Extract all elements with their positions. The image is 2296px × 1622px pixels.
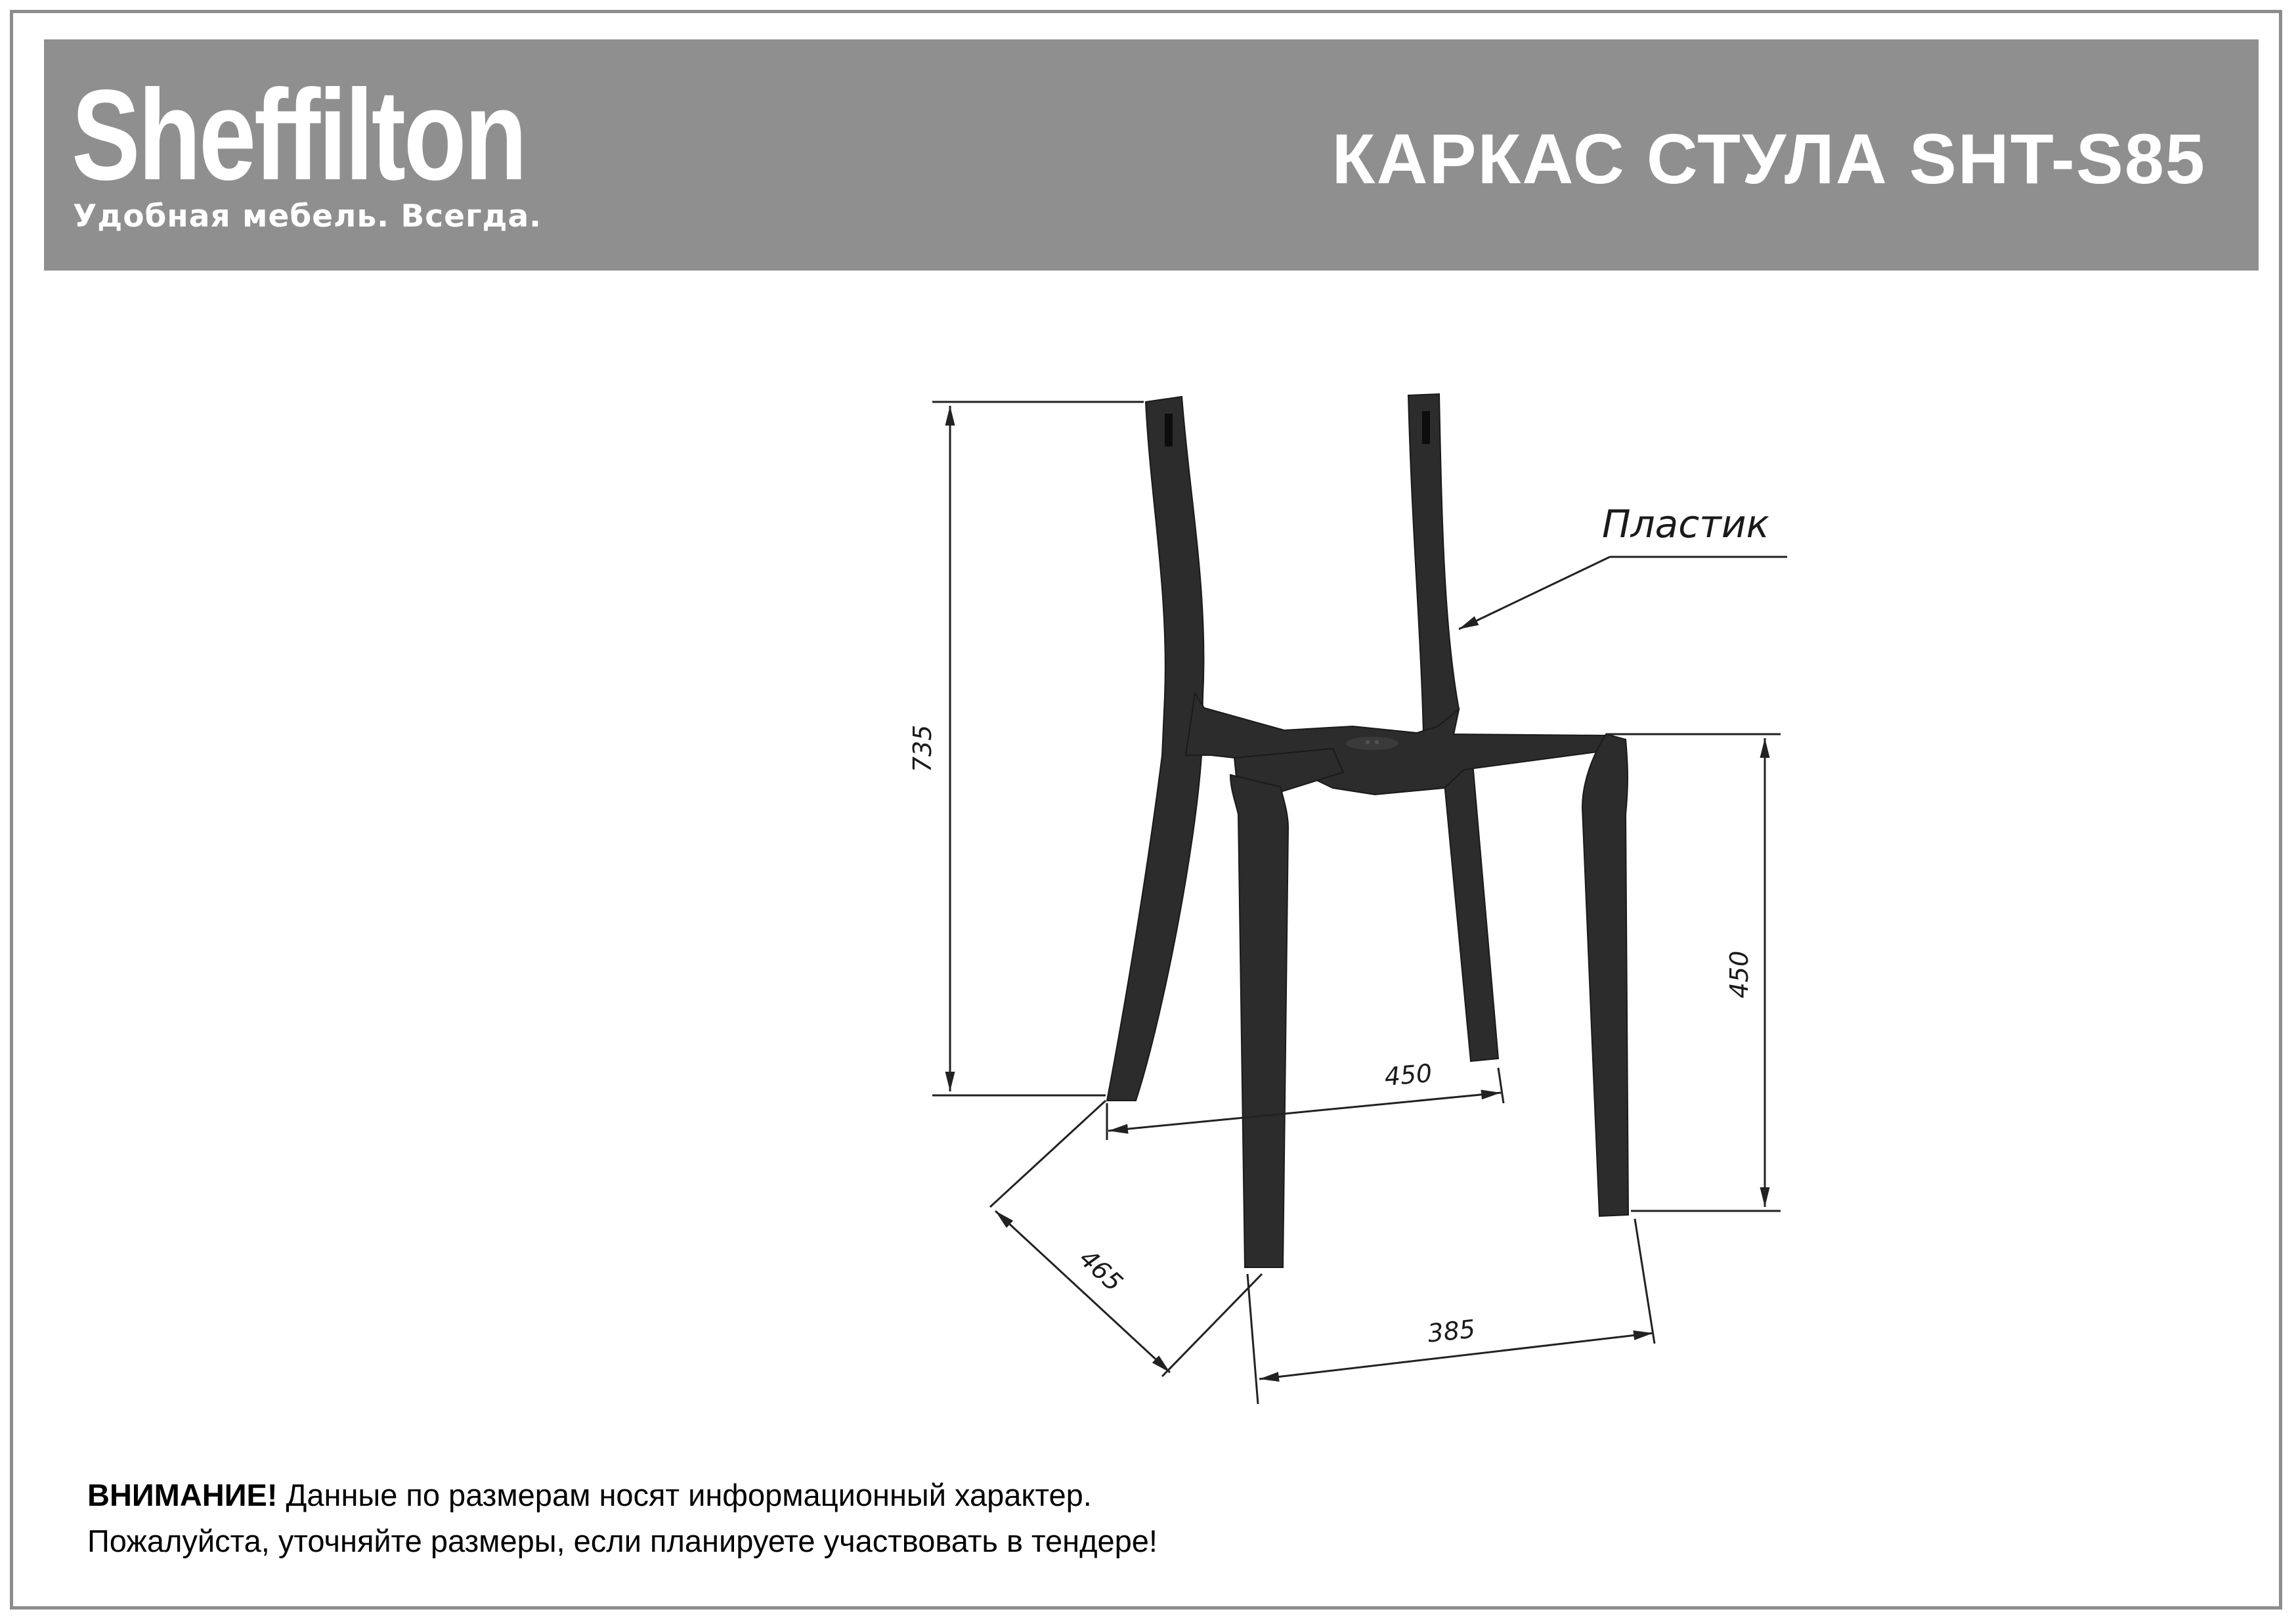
material-callout-leader	[1459, 557, 1787, 629]
dimension-label-depth: 465	[1073, 1243, 1129, 1298]
dimension-seat-height	[1606, 734, 1781, 1211]
notice-line-1	[87, 1472, 1158, 1518]
dimension-depth	[990, 1101, 1262, 1376]
dimension-front-span	[1247, 1219, 1655, 1404]
document-title: КАРКАС СТУЛА SHT-S85	[1332, 119, 2206, 198]
chair-frame-illustration	[1107, 394, 1628, 1267]
dimension-label-back-span: 450	[1383, 1058, 1433, 1092]
brand-tagline: Удобная мебель. Всегда.	[73, 198, 542, 234]
material-callout-label: Пластик	[1602, 502, 1769, 546]
notice-warning-label: ВНИМАНИЕ!	[87, 1478, 278, 1512]
notice-line-1-text: Данные по размерам носят информационный характер.	[286, 1478, 1092, 1512]
dimension-label-front-span: 385	[1426, 1314, 1477, 1348]
dimension-label-total-height: 735	[908, 724, 937, 773]
brand-logo: Sheffilton	[72, 63, 525, 207]
dimension-back-span	[1107, 1068, 1504, 1140]
dimension-label-seat-height: 450	[1725, 950, 1754, 999]
dimension-total-height	[932, 402, 1144, 1095]
notice-line-2: Пожалуйста, уточняйте размеры, если планируете участвовать в тендере!	[87, 1523, 1158, 1558]
warning-notice	[87, 1472, 1158, 1564]
